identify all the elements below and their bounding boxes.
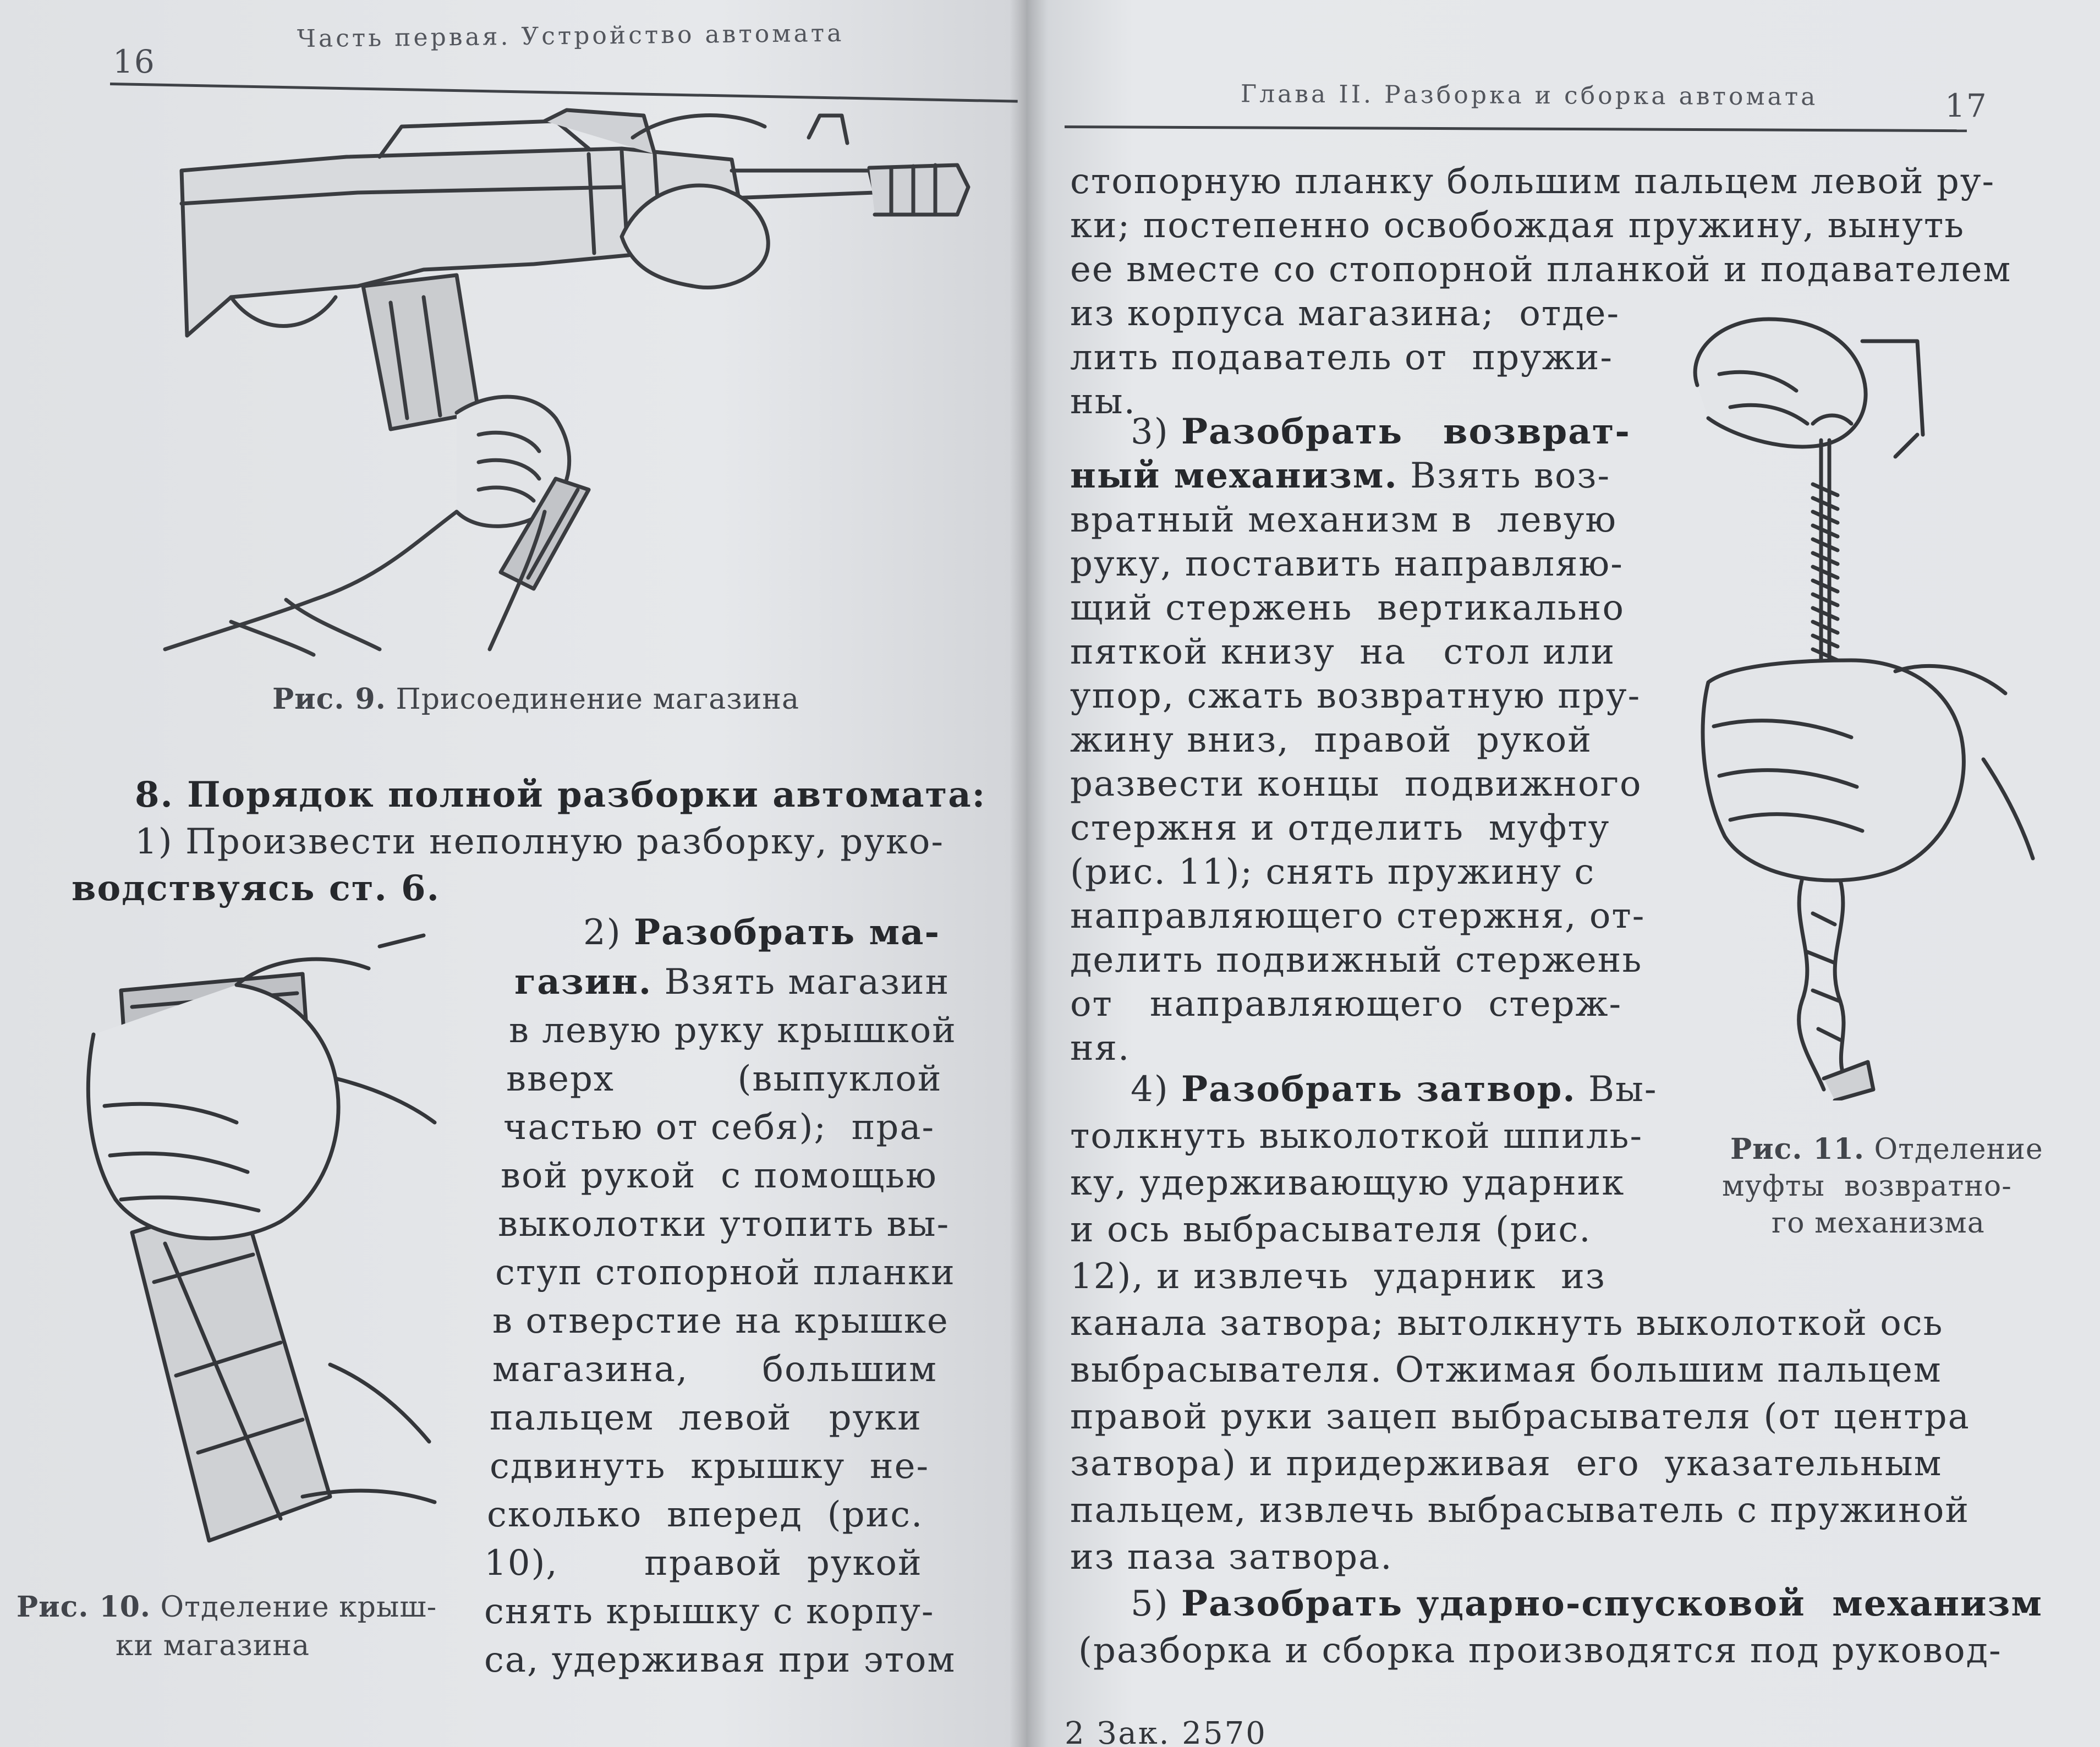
item-2-body-line: 10), правой рукой xyxy=(484,1543,923,1584)
item-3-body-line: щий стержень вертикально xyxy=(1070,588,1625,628)
running-head-right: Глава II. Разборка и сборка автомата xyxy=(1240,80,1818,111)
book-gutter xyxy=(1010,0,1048,1747)
item-2-body-line: в отверстие на крышке xyxy=(492,1301,949,1341)
item-2-body-line: в левую руку крышкой xyxy=(509,1010,957,1051)
item-3-body-line: направляющего стержня, от- xyxy=(1070,896,1646,937)
figure-10-caption-line-2: ки магазина xyxy=(116,1629,310,1662)
figure-10-label: Рис. 10. xyxy=(17,1590,151,1624)
item-4-body-line: 12), и извлечь ударник из xyxy=(1070,1256,1606,1297)
top-text-line: ны. xyxy=(1070,381,1136,422)
item-3-body-line: (рис. 11); снять пружину с xyxy=(1070,852,1595,892)
header-rule-right xyxy=(1065,125,1967,132)
item-4-heading: Разобрать затвор. xyxy=(1181,1069,1576,1110)
item-2-body-line: пальцем левой руки xyxy=(490,1398,922,1438)
item-3-body-line: развести концы подвижного xyxy=(1070,764,1642,804)
item-3-body-line: пяткой книзу на стол или xyxy=(1070,632,1616,672)
figure-11-caption-line-2: муфты возвратно- xyxy=(1722,1170,2012,1203)
item-3-heading-rest: Взять воз- xyxy=(1397,456,1611,496)
figure-11-caption-line-1 xyxy=(1730,1132,2043,1167)
item-3-number: 3) xyxy=(1131,412,1169,452)
figure-10-caption-line-1 xyxy=(17,1590,437,1624)
item-2-body-line: сдвинуть крышку не- xyxy=(490,1446,930,1487)
item-2-body-line: ступ стопорной планки xyxy=(495,1252,956,1293)
item-3-body-line: ня. xyxy=(1070,1028,1131,1069)
figure-9-illustration xyxy=(149,105,985,660)
header-rule-left xyxy=(110,83,1018,103)
item-2-heading: Разобрать ма- xyxy=(634,912,941,953)
figure-11-label: Рис. 11. xyxy=(1730,1132,1865,1166)
item-2-body-line: частью от себя); пра- xyxy=(503,1107,935,1148)
item-4-body-line: ку, удерживающую ударник xyxy=(1070,1163,1625,1203)
item-2-line-2 xyxy=(514,960,950,1004)
item-5-line-2: (разборка и сборка производятся под руковод- xyxy=(1078,1630,2002,1671)
item-4-body-line: из паза затвора. xyxy=(1070,1537,1393,1578)
left-page xyxy=(0,0,1026,1747)
figure-11-caption-text: Отделение xyxy=(1874,1133,2043,1166)
top-text-line: из корпуса магазина; отде- xyxy=(1070,293,1620,334)
figure-11-caption-line-3: го механизма xyxy=(1772,1207,1985,1240)
item-4-body-line: канала затвора; вытолкнуть выколоткой ось xyxy=(1070,1303,1944,1344)
item-3-body-line: стержня и отделить муфту xyxy=(1070,808,1610,848)
item-3-lead xyxy=(1131,410,1631,454)
figure-10-illustration xyxy=(72,924,446,1574)
top-text-line: стопорную планку большим пальцем левой ру- xyxy=(1070,161,1995,202)
item-4-body-line: и ось выбрасывателя (рис. xyxy=(1070,1209,1592,1250)
item-4-number: 4) xyxy=(1131,1069,1169,1110)
figure-10-caption-text: Отделение крыш- xyxy=(160,1591,437,1624)
item-2-body-line: сколько вперед (рис. xyxy=(487,1494,924,1535)
item-3-body-line: упор, сжать возвратную пру- xyxy=(1070,676,1641,716)
item-5-lead xyxy=(1131,1582,2043,1626)
right-page xyxy=(1026,0,2100,1747)
figure-9-caption xyxy=(272,682,799,716)
item-3-body-line: вратный механизм в левую xyxy=(1070,500,1618,540)
item-2-body-line: вверх (выпуклой xyxy=(506,1059,942,1099)
figure-11-illustration xyxy=(1675,308,2038,1100)
item-2-body-line: магазина, большим xyxy=(492,1349,937,1390)
item-4-body-line: выбрасывателя. Отжимая большим пальцем xyxy=(1070,1350,1942,1390)
item-2-body-line: вой рукой с помощью xyxy=(501,1155,937,1196)
page-footer: 2 Зак. 2570 xyxy=(1065,1716,1267,1747)
item-2-number: 2) xyxy=(583,912,622,953)
item-2-heading-end: газин. xyxy=(514,961,653,1003)
figure-9-label: Рис. 9. xyxy=(272,682,386,716)
item-3-body-line: от направляющего стерж- xyxy=(1070,984,1622,1025)
item-4-body-line: затвора) и придерживая его указательным xyxy=(1070,1443,1943,1484)
page-number-right: 17 xyxy=(1945,87,1988,124)
top-text-line: ки; постепенно освобождая пружину, вынуть xyxy=(1070,205,1965,246)
item-3-body-line: руку, поставить направляю- xyxy=(1070,544,1624,584)
item-3-heading: Разобрать возврат- xyxy=(1181,411,1631,452)
item-2-body-line: са, удерживая при этом xyxy=(484,1640,956,1680)
figure-9-caption-text: Присоединение магазина xyxy=(396,683,799,716)
item-4-lead xyxy=(1131,1067,1658,1111)
item-5-number: 5) xyxy=(1131,1584,1169,1624)
page-number-left: 16 xyxy=(113,43,156,80)
item-4-body-line: правой руки зацеп выбрасывателя (от центра xyxy=(1070,1396,1970,1437)
item-2-body-line: снять крышку с корпу- xyxy=(484,1591,935,1632)
item-4-heading-rest: Вы- xyxy=(1576,1069,1658,1110)
top-text-line: лить подаватель от пружи- xyxy=(1070,337,1614,378)
item-5-heading: Разобрать ударно-спусковой механизм xyxy=(1181,1583,2043,1624)
item-1-line-2: водствуясь ст. 6. xyxy=(72,868,440,909)
item-4-body-line: пальцем, извлечь выбрасыватель с пружиной xyxy=(1070,1490,1970,1531)
running-head-left: Часть первая. Устройство автомата xyxy=(297,19,845,53)
item-1-line-1: 1) Произвести неполную разборку, руко- xyxy=(135,822,944,862)
top-text-line: ее вместе со стопорной планкой и подавателем xyxy=(1070,249,2012,290)
item-3-heading-end: ный механизм. xyxy=(1070,455,1398,496)
item-2-heading-rest: Взять магазин xyxy=(652,962,950,1003)
item-2-body-line: выколотки утопить вы- xyxy=(498,1204,950,1245)
item-3-body-line: делить подвижный стержень xyxy=(1070,940,1643,981)
section-8-title: 8. Порядок полной разборки автомата: xyxy=(135,774,986,815)
item-2-lead xyxy=(583,911,940,955)
item-4-body-line: толкнуть выколоткой шпиль- xyxy=(1070,1116,1643,1157)
item-3-line-2 xyxy=(1070,454,1610,498)
item-3-body-line: жину вниз, правой рукой xyxy=(1070,720,1592,760)
